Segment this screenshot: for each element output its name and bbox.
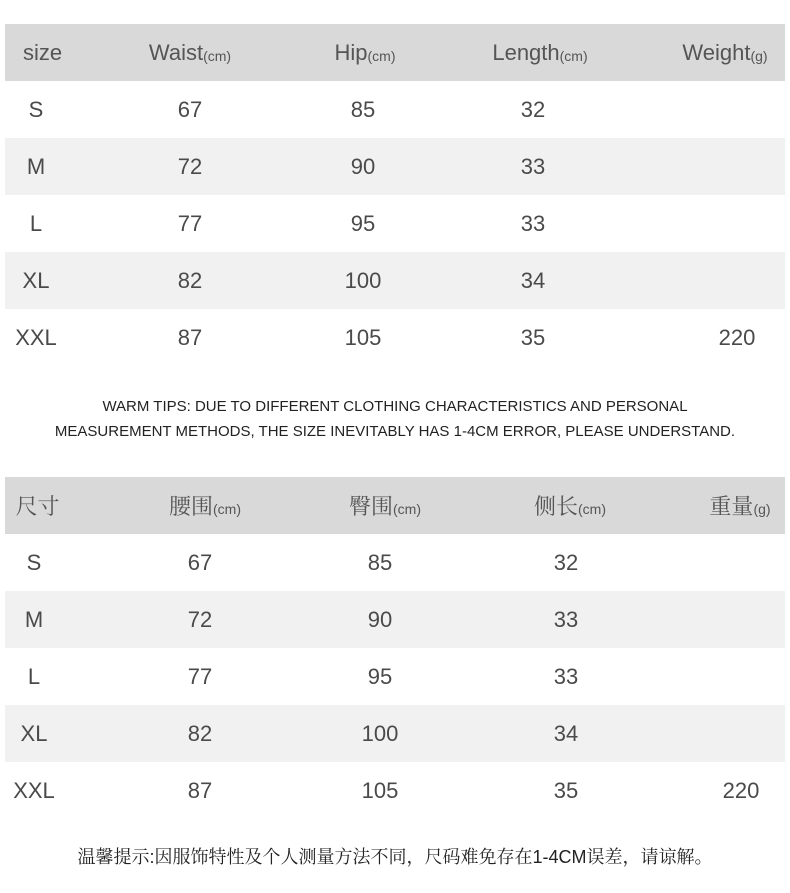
cell-size: L bbox=[27, 663, 41, 689]
header-label: Hip bbox=[334, 39, 368, 65]
cell-weight bbox=[687, 252, 787, 309]
cell-size: XXL bbox=[15, 324, 57, 350]
cell-waist: 67 bbox=[187, 549, 213, 575]
cell-hip: 85 bbox=[367, 549, 393, 575]
size-table-cn bbox=[5, 477, 785, 819]
header-unit: (g) bbox=[750, 47, 768, 64]
table-row bbox=[5, 534, 785, 591]
cell-size: XXL bbox=[13, 777, 55, 803]
warm-tips-line: MEASUREMENT METHODS, THE SIZE INEVITABLY HAS 1-4CM ERROR, PLEASE UNDERSTAND. bbox=[54, 423, 736, 440]
header-label: 重量 bbox=[709, 494, 754, 519]
table-row bbox=[5, 648, 785, 705]
cell-side-length: 34 bbox=[553, 720, 579, 746]
cell-side-length: 33 bbox=[553, 606, 579, 632]
header-label: 侧长 bbox=[533, 494, 578, 519]
cell-length: 33 bbox=[520, 153, 546, 179]
header-unit: (cm) bbox=[578, 500, 606, 517]
cell-hip: 105 bbox=[344, 324, 382, 350]
header-unit: (g) bbox=[753, 500, 771, 517]
table-row bbox=[5, 252, 785, 309]
header-label: 尺寸 bbox=[15, 494, 60, 519]
table-row bbox=[5, 138, 785, 195]
table-row bbox=[5, 309, 785, 366]
cell-size: S bbox=[26, 549, 42, 575]
header-waist bbox=[140, 477, 270, 534]
table-row bbox=[5, 705, 785, 762]
cell-weight bbox=[687, 138, 787, 195]
table-header bbox=[5, 477, 785, 534]
cell-waist: 87 bbox=[187, 777, 213, 803]
table-row bbox=[5, 81, 785, 138]
header-side-length bbox=[505, 477, 635, 534]
cell-waist: 77 bbox=[187, 663, 213, 689]
cell-hip: 95 bbox=[350, 210, 376, 236]
cell-size: XL bbox=[20, 720, 48, 746]
header-unit: (cm) bbox=[203, 47, 232, 64]
cell-weight bbox=[691, 648, 790, 705]
header-hip bbox=[320, 477, 450, 534]
header-label: Length bbox=[492, 39, 560, 65]
cell-waist: 82 bbox=[187, 720, 213, 746]
header-waist bbox=[125, 24, 255, 81]
table-row bbox=[5, 195, 785, 252]
cell-waist: 87 bbox=[177, 324, 203, 350]
header-label: size bbox=[22, 39, 63, 65]
cell-length: 34 bbox=[520, 267, 546, 293]
header-length bbox=[475, 24, 605, 81]
cell-length: 35 bbox=[520, 324, 546, 350]
warm-tips-en bbox=[0, 394, 790, 444]
cell-length: 33 bbox=[520, 210, 546, 236]
cell-side-length: 32 bbox=[553, 549, 579, 575]
cell-hip: 105 bbox=[361, 777, 399, 803]
cell-weight: 220 bbox=[722, 777, 760, 803]
size-table-en bbox=[5, 24, 785, 366]
header-label: 臀围 bbox=[348, 494, 393, 519]
cell-hip: 90 bbox=[350, 153, 376, 179]
cell-size: L bbox=[29, 210, 43, 236]
cell-hip: 85 bbox=[350, 96, 376, 122]
header-unit: (cm) bbox=[393, 500, 421, 517]
cell-waist: 67 bbox=[177, 96, 203, 122]
cell-waist: 82 bbox=[177, 267, 203, 293]
cell-size: M bbox=[24, 606, 44, 632]
cell-side-length: 33 bbox=[553, 663, 579, 689]
warm-tips-line: WARM TIPS: DUE TO DIFFERENT CLOTHING CHARACTERISTICS AND PERSONAL bbox=[102, 398, 688, 415]
cell-weight bbox=[687, 195, 787, 252]
cell-size: XL bbox=[22, 267, 50, 293]
header-size bbox=[5, 24, 80, 81]
cell-waist: 72 bbox=[177, 153, 203, 179]
cell-hip: 90 bbox=[367, 606, 393, 632]
header-size bbox=[5, 477, 70, 534]
warm-tips-cn: 温馨提示:因服饰特性及个人测量方法不同，尺码难免存在1-4CM误差，请谅解。 bbox=[77, 847, 713, 867]
cell-size: S bbox=[28, 96, 44, 122]
header-weight bbox=[665, 24, 785, 81]
cell-waist: 77 bbox=[177, 210, 203, 236]
cell-waist: 72 bbox=[187, 606, 213, 632]
table-header bbox=[5, 24, 785, 81]
header-label: 腰围 bbox=[168, 494, 213, 519]
header-label: Weight bbox=[682, 39, 751, 65]
cell-hip: 100 bbox=[344, 267, 382, 293]
cell-hip: 100 bbox=[361, 720, 399, 746]
header-hip bbox=[305, 24, 425, 81]
cell-weight bbox=[687, 81, 787, 138]
cell-length: 32 bbox=[520, 96, 546, 122]
cell-weight bbox=[691, 591, 790, 648]
header-unit: (cm) bbox=[367, 47, 396, 64]
cell-weight bbox=[691, 534, 790, 591]
cell-side-length: 35 bbox=[553, 777, 579, 803]
table-row bbox=[5, 591, 785, 648]
cell-weight bbox=[691, 705, 790, 762]
table-row bbox=[5, 762, 785, 819]
header-label: Waist bbox=[148, 39, 204, 65]
cell-size: M bbox=[26, 153, 46, 179]
header-weight bbox=[685, 477, 790, 534]
cell-weight: 220 bbox=[718, 324, 756, 350]
header-unit: (cm) bbox=[559, 47, 588, 64]
header-unit: (cm) bbox=[213, 500, 241, 517]
cell-hip: 95 bbox=[367, 663, 393, 689]
